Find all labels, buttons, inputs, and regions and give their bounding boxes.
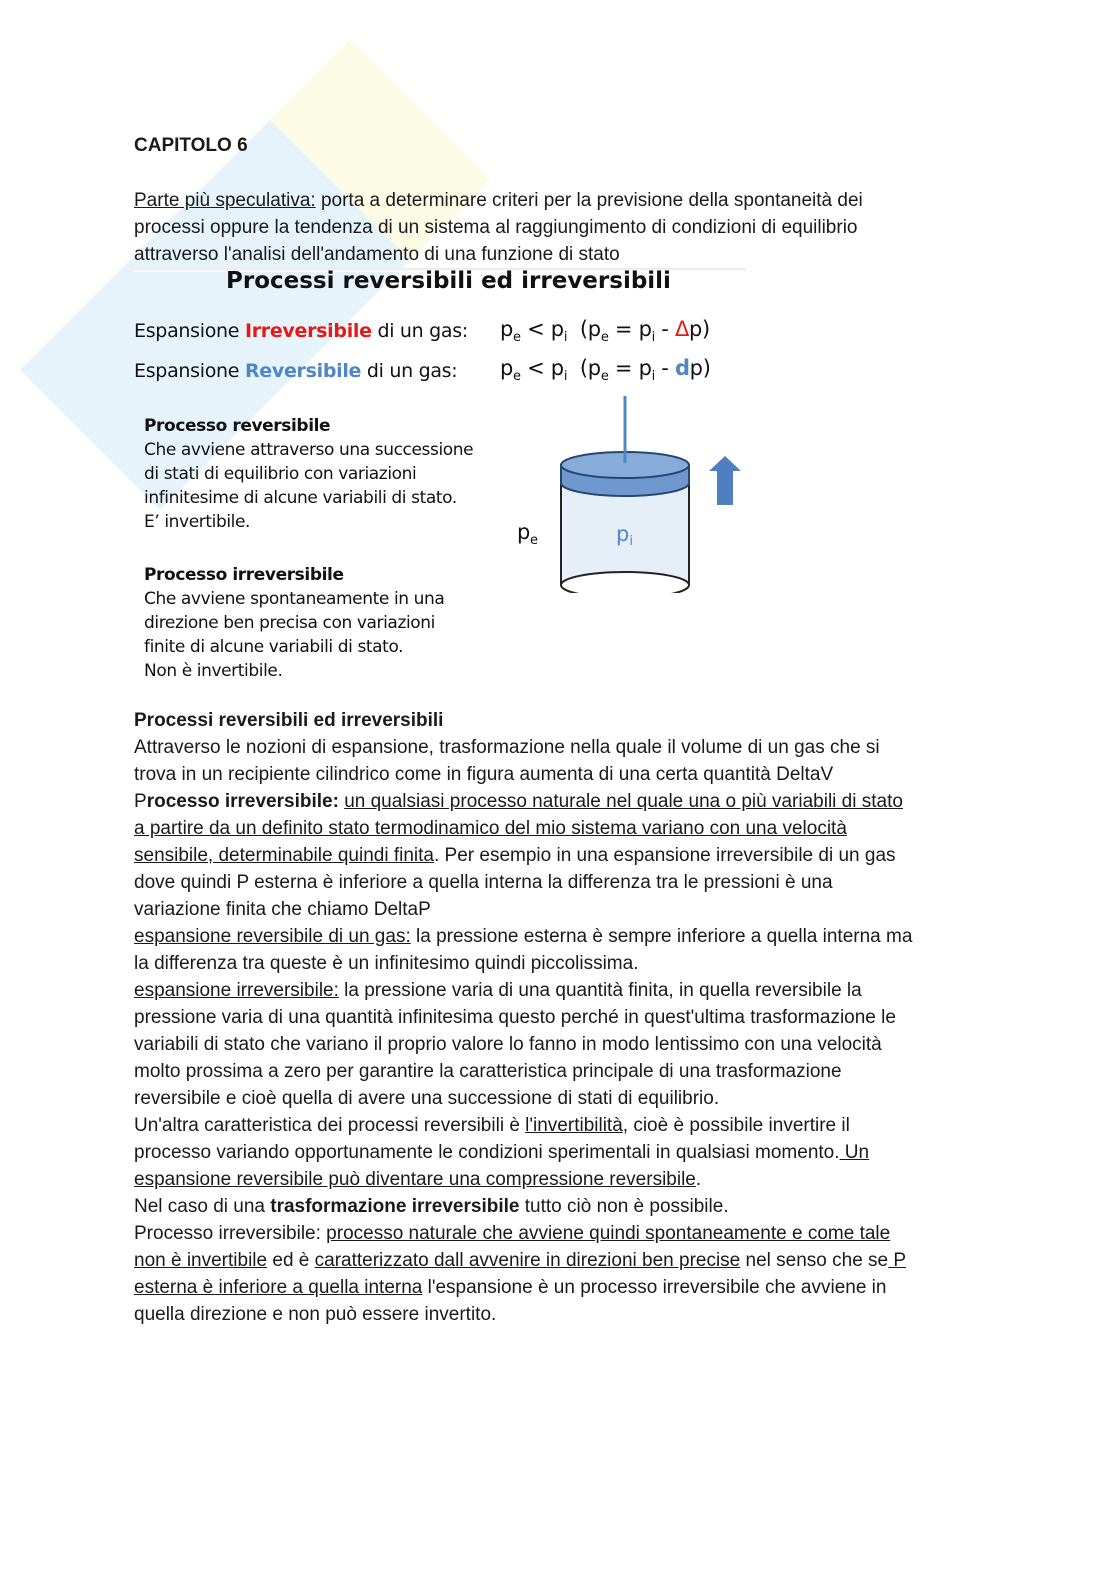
text-line [134, 1274, 886, 1301]
text-line [134, 214, 858, 241]
reversible-formula: $p_e < p_i$ $(p_e = p_i - dp)$ [500, 356, 711, 385]
label: di un gas: [361, 360, 458, 382]
text-segment: P [134, 791, 147, 812]
text-segment: processo variando opportunamente le condizioni sperimentali in qualsiasi momento. [134, 1142, 840, 1163]
text-line [134, 1139, 869, 1166]
text-line: Non è invertibile. [144, 661, 283, 681]
text-line [134, 1112, 850, 1139]
text-line [134, 1004, 896, 1031]
text-segment: ed è [267, 1250, 315, 1271]
text-line [134, 1031, 882, 1058]
underlined-text: espansione reversibile di un gas: [134, 926, 411, 947]
text-line [134, 1058, 842, 1085]
irreversible-expansion-row [134, 320, 468, 342]
text-line [134, 977, 862, 1004]
text-line: finite di alcune variabili di stato. [144, 637, 404, 657]
underlined-text: esterna è inferiore a quella interna [134, 1277, 423, 1298]
reversible-process-block [144, 414, 473, 534]
text-line [134, 896, 431, 923]
reversible-word: Reversibile [244, 360, 362, 382]
irreversible-word: Irreversibile [244, 320, 372, 342]
text-line: Che avviene spontaneamente in una [144, 589, 445, 609]
underlined-text: processo naturale che avviene quindi spontaneamente e come tale [326, 1223, 891, 1244]
external-pressure-label: $p_e$ [517, 520, 538, 549]
text-line [134, 707, 443, 734]
text-segment: trova in un recipiente cilindrico come in figura aumenta di una certa quantità DeltaV [134, 764, 834, 785]
slide-figure [134, 268, 746, 693]
underlined-text: a partire da un definito stato termodinamico del mio sistema variano con una velocità [134, 818, 847, 839]
text-segment: Attraverso le nozioni di espansione, trasformazione nella quale il volume di un gas che si [134, 737, 880, 758]
bold-text: trasformazione irreversibile [270, 1196, 520, 1217]
piston-cylinder-diagram [554, 393, 744, 593]
text-line: Che avviene attraverso una successione [144, 440, 474, 460]
irreversible-process-title: Processo irreversibile [144, 565, 344, 585]
underlined-text: P [888, 1250, 907, 1271]
underlined-text: Un [839, 1142, 870, 1163]
text-segment: la differenza tra queste è un infinitesimo quindi piccolissima. [134, 953, 639, 974]
text-line [134, 1166, 701, 1193]
text-line [134, 761, 833, 788]
text-line [134, 1220, 890, 1247]
text-segment: Nel caso di una [134, 1196, 271, 1217]
reversible-process-title: Processo reversibile [144, 416, 331, 436]
irreversible-formula: $p_e < p_i$ $(p_e = p_i - \Delta p)$ [500, 317, 710, 346]
text-segment: , cioè è possibile invertire il [622, 1115, 850, 1136]
text-segment: Un'altra caratteristica dei processi reversibili è [134, 1115, 526, 1136]
underlined-text: espansione reversibile può diventare una compressione reversibile [134, 1169, 696, 1190]
text-segment: . [695, 1169, 702, 1190]
text-segment: quella direzione e non può essere invertito. [134, 1304, 497, 1325]
text-line: E’ invertibile. [144, 512, 251, 532]
text-line [134, 734, 880, 761]
text-line [134, 187, 863, 214]
underlined-text: un qualsiasi processo naturale nel quale una o più variabili di stato [344, 791, 903, 812]
text-line [134, 241, 620, 268]
text-segment: molto prossima a zero per garantire la caratteristica principale di una trasformazione [134, 1061, 842, 1082]
text-line: di stati di equilibrio con variazioni [144, 464, 417, 484]
underlined-text: caratterizzato dall avvenire in direzioni ben precise [314, 1250, 741, 1271]
text-segment: tutto ciò non è possibile. [519, 1196, 729, 1217]
text-line [134, 1193, 729, 1220]
text-segment: processi oppure la tendenza di un sistema al raggiungimento di condizioni di equilibrio [134, 217, 858, 238]
text-segment: reversibile e cioè quella di avere una successione di stati di equilibrio. [134, 1088, 720, 1109]
text-segment: . Per esempio in una espansione irreversibile di un gas [433, 845, 896, 866]
text-line [134, 788, 903, 815]
internal-pressure-label: pi [616, 522, 633, 549]
text-segment: dove quindi P esterna è inferiore a quella interna la differenza tra le pressioni è una [134, 872, 833, 893]
text-line [134, 923, 912, 950]
reversible-expansion-row [134, 360, 457, 382]
underlined-text: espansione irreversibile: [134, 980, 339, 1001]
text-line [134, 1301, 496, 1328]
underlined-text: sensibile, determinabile quindi finita [134, 845, 434, 866]
text-segment: la pressione varia di una quantità finita, in quella reversibile la [338, 980, 862, 1001]
label: Espansione [134, 320, 245, 342]
text-segment: variazione finita che chiamo DeltaP [134, 899, 431, 920]
text-line: direzione ben precisa con variazioni [144, 613, 435, 633]
text-line [134, 869, 833, 896]
underlined-text: Parte più speculativa: [134, 190, 316, 211]
bold-text: Processi reversibili ed irreversibili [134, 710, 444, 731]
label: Espansione [134, 360, 245, 382]
text-line [134, 950, 638, 977]
text-line [134, 1247, 906, 1274]
irreversible-process-block [144, 563, 444, 683]
text-line: infinitesime di alcune variabili di stato. [144, 488, 457, 508]
text-segment: pressione varia di una quantità infinitesima questo perché in quest'ultima trasformazione le [134, 1007, 896, 1028]
text-line [134, 842, 896, 869]
underlined-text: l'invertibilità [525, 1115, 623, 1136]
underlined-text: non è invertibile [134, 1250, 268, 1271]
slide-title: Processi reversibili ed irreversibili [226, 268, 671, 294]
text-line [134, 815, 847, 842]
text-line [134, 1085, 719, 1112]
text-segment: porta a determinare criteri per la previsione della spontaneità dei [315, 190, 863, 211]
text-segment: attraverso l'analisi dell'andamento di una funzione di stato [134, 244, 620, 265]
bold-text: rocesso irreversibile: [146, 791, 339, 812]
text-segment: Processo irreversibile: [134, 1223, 327, 1244]
text-segment: variabili di stato che variano il proprio valore lo fanno in modo lentissimo con una velocità [134, 1034, 882, 1055]
text-segment: l'espansione è un processo irreversibile che avviene in [422, 1277, 887, 1298]
chapter-title: CAPITOLO 6 [134, 135, 248, 156]
text-segment: la pressione esterna è sempre inferiore a quella interna ma [410, 926, 913, 947]
label: di un gas: [371, 320, 468, 342]
text-segment: nel senso che se [740, 1250, 889, 1271]
